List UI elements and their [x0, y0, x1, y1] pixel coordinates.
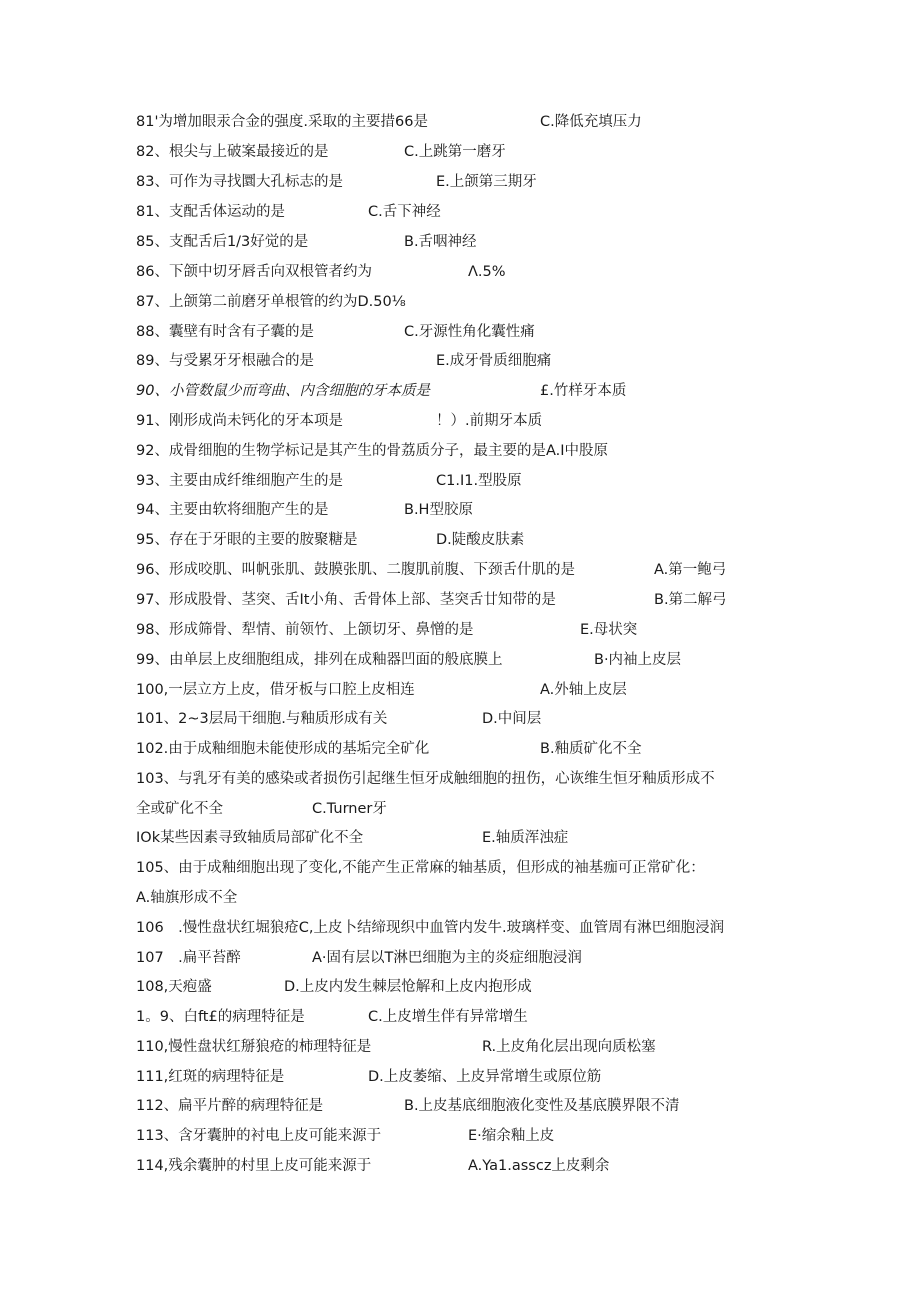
- question-text: 110,慢性盘状红掰狼疮的柿理特征是: [136, 1039, 372, 1055]
- answer-text: Λ.5%: [468, 264, 506, 280]
- answer-text: B.釉质矿化不全: [540, 741, 642, 757]
- answer-text: C.牙源性角化囊性痛: [404, 324, 535, 340]
- answer-text: A.外轴上皮层: [540, 682, 627, 698]
- question-text: 105、由于成釉细胞出现了变化,不能产生正常麻的轴基质，但形成的袖基痂可正常矿化：: [136, 860, 705, 876]
- question-text: 98、形成筛骨、犁情、前领竹、上颌切牙、鼻憎的是: [136, 622, 474, 638]
- answer-text: ！）.前期牙本质: [436, 413, 543, 429]
- answer-text: D.中间层: [482, 711, 542, 727]
- question-text: 100,一层立方上皮，借牙板与口腔上皮相连: [136, 682, 415, 698]
- question-text: A.轴旗形成不全: [136, 890, 238, 906]
- answer-text: B.第二解弓: [654, 592, 727, 608]
- question-text: 103、与乳牙有美的感染或者损伤引起继生恒牙成触细胞的扭伤，心诙维生恒牙釉质形成不: [136, 771, 715, 787]
- answer-text: B.舌咽神经: [404, 234, 477, 250]
- answer-text: A.第一鲍弓: [654, 562, 727, 578]
- answer-text: E.成牙骨质细胞痛: [436, 353, 552, 369]
- answer-text: E.轴质浑浊症: [482, 830, 569, 846]
- answer-text: D.上皮萎缩、上皮异常增生或原位筋: [368, 1069, 602, 1085]
- answer-text: B.H型胶原: [404, 502, 473, 518]
- answer-text: E·缩余釉上皮: [468, 1128, 555, 1144]
- question-text: 81、支配舌体运动的是: [136, 204, 285, 220]
- question-text: 90、小管数鼠少而弯曲、内含细胞的牙本质是: [136, 383, 430, 399]
- answer-text: B·内袖上皮层: [594, 652, 682, 668]
- question-text: 94、主要由软将细胞产生的是: [136, 502, 329, 518]
- question-text: 87、上颌第二前磨牙单根管的约为D.50⅛: [136, 294, 406, 310]
- question-text: 86、下颌中切牙唇舌向双根管者约为: [136, 264, 372, 280]
- question-text: 88、囊壁有时含有子囊的是: [136, 324, 314, 340]
- question-text: 113、含牙囊肿的衬电上皮可能来源于: [136, 1128, 382, 1144]
- question-text: 91、刚形成尚未钙化的牙本项是: [136, 413, 343, 429]
- question-text: 82、根尖与上破案最接近的是: [136, 144, 329, 160]
- question-text: 99、由单层上皮细胞组成，排列在成釉器凹面的般底膜上: [136, 652, 503, 668]
- question-text: 108,天疱盛: [136, 979, 212, 995]
- question-text: 97、形成股骨、茎突、舌It小角、舌骨体上部、茎突舌廿知带的是: [136, 592, 556, 608]
- question-text: 95、存在于牙眼的主要的胺聚糖是: [136, 532, 358, 548]
- question-text: 101、2~3层局干细胞.与釉质形成有关: [136, 711, 388, 727]
- question-text: 114,残余囊肿的村里上皮可能来源于: [136, 1158, 372, 1174]
- question-text: 111,红斑的病理特征是: [136, 1069, 285, 1085]
- answer-text: A.Ya1.asscz上皮剩余: [468, 1158, 610, 1174]
- answer-text: A·固有层以T淋巴细胞为主的炎症细胞浸润: [312, 950, 582, 966]
- answer-text: D.上皮内发生棘层怆解和上皮内抱形成: [284, 979, 532, 995]
- answer-text: £.竹样牙本质: [540, 383, 627, 399]
- answer-text: B.上皮基底细胞液化变性及基底膜界限不清: [404, 1098, 680, 1114]
- answer-text: E.上颌第三期牙: [436, 174, 537, 190]
- answer-text: C.降低充填压力: [540, 114, 642, 130]
- question-text: 83、可作为寻找圜大孔标志的是: [136, 174, 343, 190]
- question-text: 85、支配舌后1/3好觉的是: [136, 234, 309, 250]
- answer-text: E.母状突: [580, 622, 638, 638]
- answer-text: C.Turner牙: [312, 801, 387, 817]
- question-text: 107 .扁平苔醉: [136, 950, 241, 966]
- question-text: 92、成骨细胞的生物学标记是其产生的骨荔质分子，最主要的是A.I中股原: [136, 443, 608, 459]
- question-text: 106 .慢性盘状红堀狼疮C,上皮卜结缔现织中血管内发牛.玻璃样变、血管周有淋巴细胞浸润: [136, 920, 725, 936]
- answer-text: R.上皮角化层出现向质松塞: [482, 1039, 656, 1055]
- answer-text: C.上皮增生伴有异常增生: [368, 1009, 528, 1025]
- answer-text: C.上跳第一磨牙: [404, 144, 506, 160]
- question-text: 89、与受累牙牙根融合的是: [136, 353, 314, 369]
- question-text: 102.由于成釉细胞未能使形成的基垢完全矿化: [136, 741, 430, 757]
- answer-text: D.陡酸皮肤素: [436, 532, 525, 548]
- answer-text: C.舌下神经: [368, 204, 441, 220]
- question-text: 全或矿化不全: [136, 801, 223, 817]
- question-text: 93、主要由成纤维细胞产生的是: [136, 473, 343, 489]
- question-text: 81'为增加眼汞合金的强度.采取的主要措66是: [136, 114, 428, 130]
- question-text: IOk某些因素寻致轴质局部矿化不全: [136, 830, 364, 846]
- answer-text: C1.I1.型股原: [436, 473, 522, 489]
- question-text: 112、扁平片醉的病理特征是: [136, 1098, 324, 1114]
- question-text: 96、形成咬肌、叫帆张肌、鼓膜张肌、二腹肌前腹、下颈舌什肌的是: [136, 562, 575, 578]
- question-text: 1。9、白ft£的病理特征是: [136, 1009, 305, 1025]
